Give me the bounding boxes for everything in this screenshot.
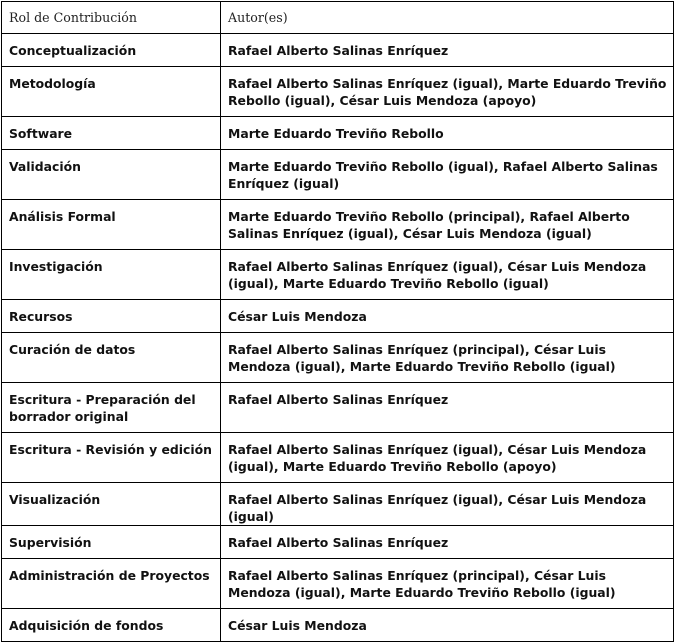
role-cell: Validación: [2, 150, 221, 200]
role-cell: Metodología: [2, 67, 221, 117]
table-row: [2, 609, 674, 642]
table-row: [2, 67, 674, 117]
role-cell: Curación de datos: [2, 333, 221, 383]
role-cell: Investigación: [2, 250, 221, 300]
authors-cell: César Luis Mendoza: [221, 300, 674, 333]
table-row: [2, 483, 674, 526]
role-cell: Visualización: [2, 483, 221, 526]
authors-cell: Rafael Alberto Salinas Enríquez (igual), Marte Eduardo Treviño Rebollo (igual), César Luis Mendoza (apoyo): [221, 67, 674, 117]
header-authors: Autor(es): [221, 2, 674, 34]
role-cell: Software: [2, 117, 221, 150]
authors-cell: Marte Eduardo Treviño Rebollo (igual), Rafael Alberto Salinas Enríquez (igual): [221, 150, 674, 200]
authors-cell: Rafael Alberto Salinas Enríquez (igual), César Luis Mendoza (igual), Marte Eduardo Treviño Rebollo (apoyo): [221, 433, 674, 483]
authors-cell: Marte Eduardo Treviño Rebollo: [221, 117, 674, 150]
authors-cell: Rafael Alberto Salinas Enríquez (principal), César Luis Mendoza (igual), Marte Eduardo Treviño Rebollo (igual): [221, 333, 674, 383]
table-row: [2, 559, 674, 609]
authors-cell: Rafael Alberto Salinas Enríquez (igual), César Luis Mendoza (igual): [221, 483, 674, 526]
table-body: [2, 34, 674, 642]
table-row: [2, 34, 674, 67]
authors-cell: César Luis Mendoza: [221, 609, 674, 642]
authors-cell: Rafael Alberto Salinas Enríquez: [221, 383, 674, 433]
authors-cell: Marte Eduardo Treviño Rebollo (principal), Rafael Alberto Salinas Enríquez (igual), César Luis Mendoza (igual): [221, 200, 674, 250]
table-header: [2, 2, 674, 34]
authors-cell: Rafael Alberto Salinas Enríquez (igual), César Luis Mendoza (igual), Marte Eduardo Treviño Rebollo (igual): [221, 250, 674, 300]
role-cell: Escritura - Preparación del borrador original: [2, 383, 221, 433]
contribution-roles-table: [1, 1, 674, 642]
table-row: [2, 300, 674, 333]
table-row: [2, 526, 674, 559]
role-cell: Adquisición de fondos: [2, 609, 221, 642]
authors-cell: Rafael Alberto Salinas Enríquez (principal), César Luis Mendoza (igual), Marte Eduardo Treviño Rebollo (igual): [221, 559, 674, 609]
table-row: [2, 200, 674, 250]
table-row: [2, 150, 674, 200]
authors-cell: Rafael Alberto Salinas Enríquez: [221, 526, 674, 559]
table-row: [2, 333, 674, 383]
header-role: Rol de Contribución: [2, 2, 221, 34]
role-cell: Supervisión: [2, 526, 221, 559]
table-row: [2, 117, 674, 150]
table-row: [2, 433, 674, 483]
table-row: [2, 383, 674, 433]
role-cell: Administración de Proyectos: [2, 559, 221, 609]
role-cell: Conceptualización: [2, 34, 221, 67]
authors-cell: Rafael Alberto Salinas Enríquez: [221, 34, 674, 67]
role-cell: Análisis Formal: [2, 200, 221, 250]
role-cell: Recursos: [2, 300, 221, 333]
table-row: [2, 250, 674, 300]
role-cell: Escritura - Revisión y edición: [2, 433, 221, 483]
header-row: [2, 2, 674, 34]
